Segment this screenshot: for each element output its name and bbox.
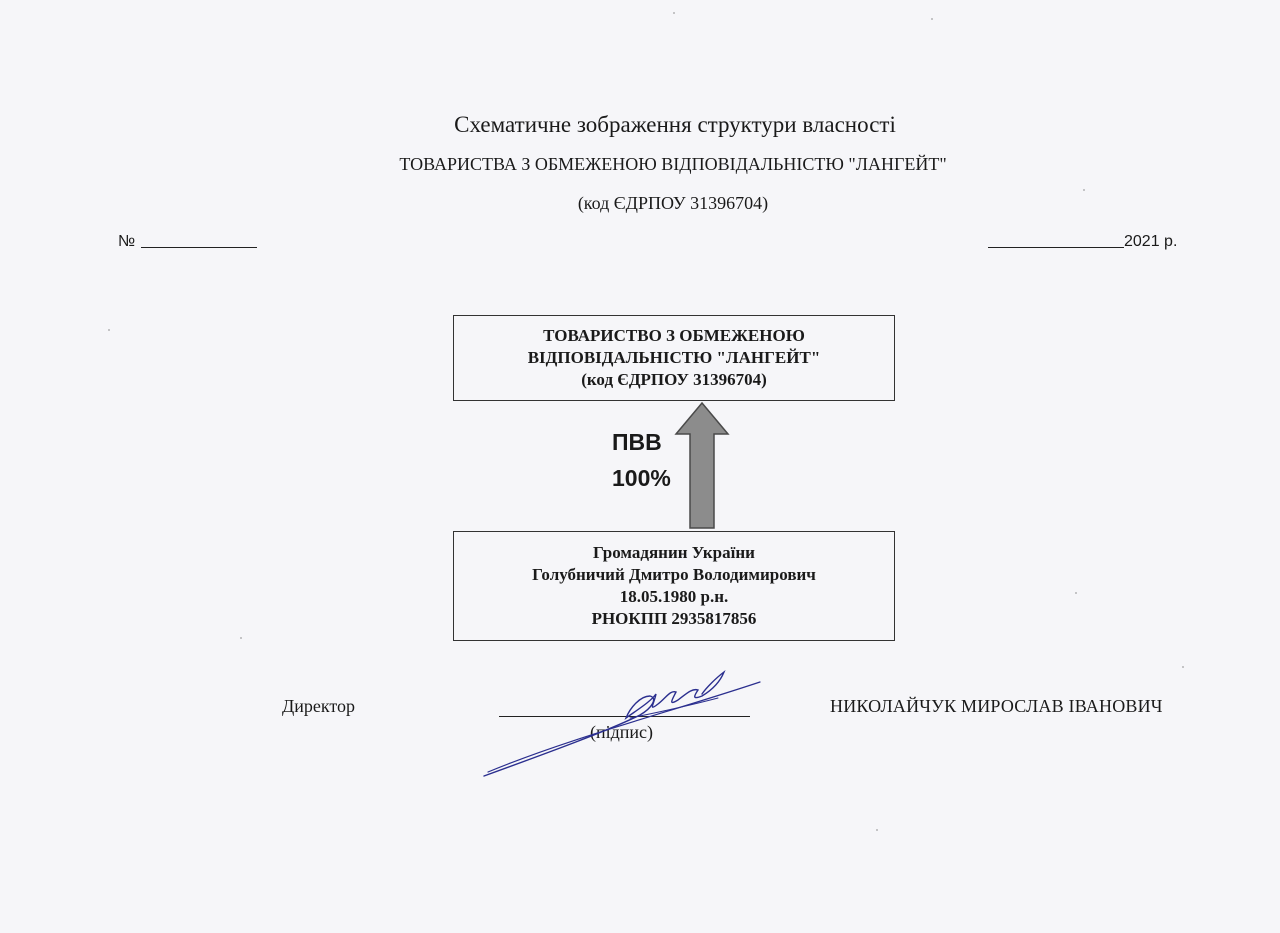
page-title: Схематичне зображення структури власності [454,112,896,137]
document-date [988,233,1177,251]
company-box-line: ВІДПОВІДАЛЬНІСТЮ "ЛАНГЕЙТ" [527,348,821,367]
scan-speck [876,829,878,831]
scan-speck [108,329,110,331]
company-box-line: (код ЄДРПОУ 31396704) [581,370,767,389]
ownership-arrow-icon [674,402,730,530]
owner-box-line: Голубничий Дмитро Володимирович [532,565,816,584]
scan-speck [240,637,242,639]
handwritten-signature-icon [480,660,770,785]
company-name-heading: ТОВАРИСТВА З ОБМЕЖЕНОЮ ВІДПОВІДАЛЬНІСТЮ "ЛАНГЕЙТ" [399,154,947,174]
scan-speck [1075,592,1077,594]
date-blank [988,247,1124,248]
owner-box-line: 18.05.1980 р.н. [619,587,729,606]
owner-box [453,531,895,641]
document-number [118,233,257,251]
number-blank [141,247,257,248]
company-box [453,315,895,401]
signature-caption: (підпис) [590,722,654,742]
scan-speck [1182,666,1184,668]
owner-box-line: РНОКПП 2935817856 [591,609,757,628]
scan-speck [931,18,933,20]
ownership-label [612,424,671,496]
director-position: Директор [282,696,356,716]
company-box-line: ТОВАРИСТВО З ОБМЕЖЕНОЮ [543,326,805,345]
owner-box-line: Громадянин України [593,543,755,562]
director-name: НИКОЛАЙЧУК МИРОСЛАВ ІВАНОВИЧ [830,696,1163,716]
date-suffix: 2021 р. [1124,233,1178,250]
company-code-heading: (код ЄДРПОУ 31396704) [577,193,769,213]
scan-speck [673,12,675,14]
ownership-type: ПВВ [612,429,662,455]
number-label: № [118,233,136,250]
ownership-share: 100% [612,465,671,491]
scan-speck [1083,189,1085,191]
